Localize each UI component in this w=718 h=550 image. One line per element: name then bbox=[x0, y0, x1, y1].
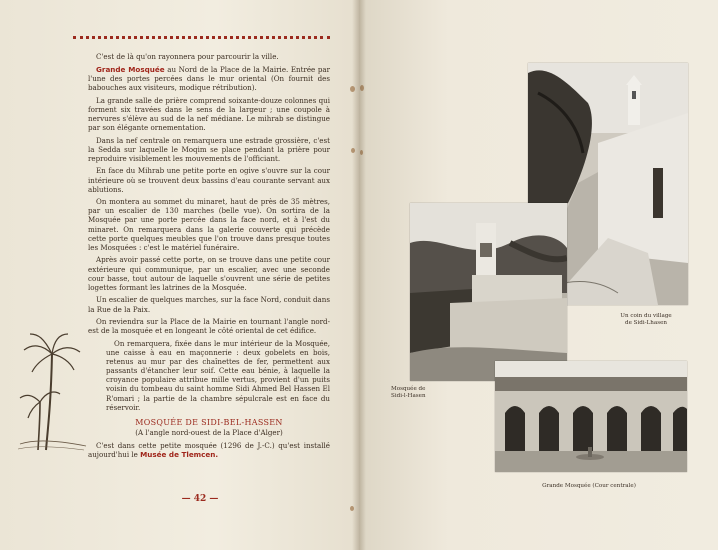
grande-mosquee-paragraph bbox=[88, 65, 330, 92]
intro-paragraph: C'est de là qu'on rayonnera pour parcourir la ville. bbox=[96, 52, 279, 61]
rust-stain bbox=[350, 86, 355, 92]
mosque-photo bbox=[410, 203, 567, 381]
mosque-caption: Mosquée de Sidi-l-Hasen bbox=[391, 386, 426, 399]
rust-stain bbox=[351, 148, 355, 153]
musee-title: Musée de Tlemcen. bbox=[140, 449, 219, 459]
body-text bbox=[88, 52, 330, 462]
courtyard-caption: Grande Mosquée (Cour centrale) bbox=[542, 483, 636, 489]
book-gutter bbox=[352, 0, 366, 550]
rust-stain bbox=[350, 506, 354, 511]
paragraph: On montera au sommet du minaret, haut de près de 35 mètres, par un escalier de 130 marches (belle vue). On sortira de la Mosquée par une porte percée dans la face nord, et à l'est du minaret. On remarquera dans la galerie couverte qui précède cette porte quelques meubles que l'on trouve dans presque toutes les Mosquées : c'est le matériel funéraire. bbox=[88, 197, 330, 252]
palm-tree-illustration bbox=[18, 332, 88, 452]
page-number: — 42 — bbox=[181, 494, 219, 504]
paragraph: Dans la nef centrale on remarquera une estrade grossière, c'est la Sedda sur laquelle le Moqim se place pendant la prière pour reproduire visiblement les mouvements de l'officiant. bbox=[88, 135, 330, 163]
closing-paragraph bbox=[88, 441, 330, 459]
paragraph: Après avoir passé cette porte, on se trouve dans une petite cour extérieure qui communique, par un escalier, avec une seconde cour basse, tout autour de laquelle s'ouvrent une série de petites logettes formant les latrines de la Mosquée. bbox=[88, 255, 330, 292]
section-title: MOSQUÉE DE SIDI-BEL-HASSEN bbox=[135, 417, 283, 427]
dotted-rule bbox=[73, 36, 330, 39]
paragraph: La grande salle de prière comprend soixante-douze colonnes qui forment six travées dans le sens de la largeur ; une coupole à nervures s'élève au sud de la nef médiane. Le mihrab se distingue par son élégante ornementation. bbox=[88, 95, 330, 132]
paragraph: On remarquera, fixée dans le mur intérieur de la Mosquée, une caisse à eau en maçonnerie : deux gobelets en bois, retenus au mur par des chaînettes de fer, permettent aux passants d'étancher leur soif. Cette eau bénie, à laquelle la croyance populaire attribue mille vertus, provient d'un puits voisin du tombeau du saint homme Sidi Ahmed Bel Hassen El R'omari ; la partie de la chambre sépulcrale est en face du réservoir. bbox=[106, 338, 330, 412]
grande-mosquee-text: au Nord de la Place de la Mairie. Entrée par l'une des portes percées dans le mur oriental (On fournit des babouches aux visiteurs, modique rétribution). bbox=[88, 64, 330, 92]
paragraph: On reviendra sur la Place de la Mairie en tournant l'angle nord-est de la mosquée et en longeant le côté oriental de cet édifice. bbox=[88, 317, 330, 336]
paragraph: Un escalier de quelques marches, sur la face Nord, conduit dans la Rue de la Paix. bbox=[88, 295, 330, 314]
paragraph: En face du Mihrab une petite porte en ogive s'ouvre sur la cour intérieure où se trouvent deux bassins d'eau courante servant aux ablutions. bbox=[88, 166, 330, 194]
village-caption: Un coin du village de Sidi-Lhasen bbox=[620, 313, 672, 326]
grande-mosquee-title: Grande Mosquée bbox=[96, 64, 165, 74]
section-subtitle: (A l'angle nord-ouest de la Place d'Alger) bbox=[135, 427, 283, 437]
courtyard-photo bbox=[495, 361, 687, 472]
closing-text: C'est dans cette petite mosquée (1296 de J.-C.) qu'est installé aujourd'hui le bbox=[88, 440, 330, 459]
right-page bbox=[359, 0, 718, 550]
